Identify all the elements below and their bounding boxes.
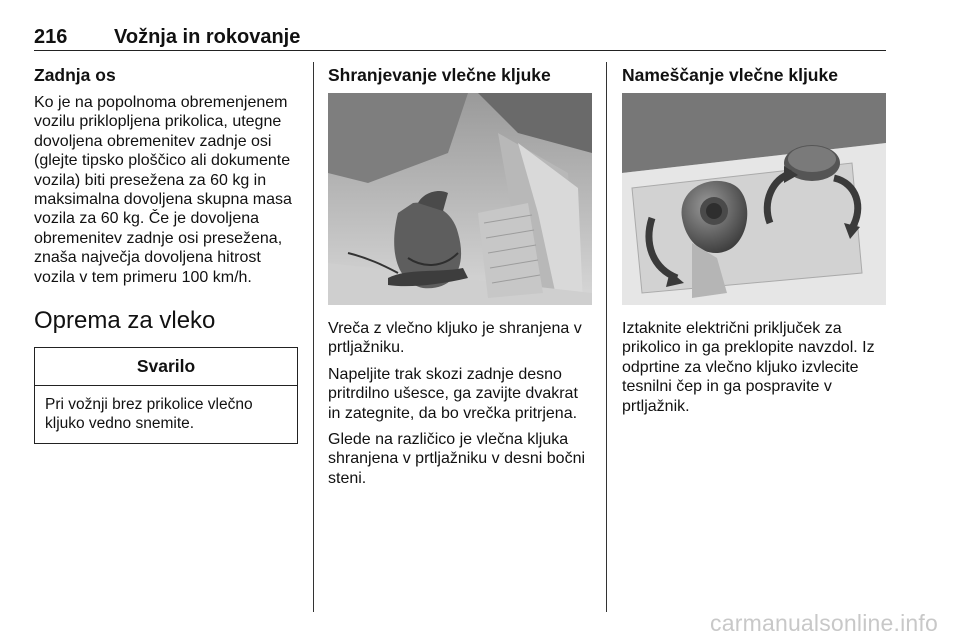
trailer-socket-illustration (622, 93, 886, 305)
installation-paragraph: Iztaknite električni priključek za prikolico in ga preklopite navzdol. Iz odprtine za vlečno kljuko izvlecite tesnilni čep in ga pospravite v prtljažnik. (622, 320, 875, 415)
storage-paragraph-3: Glede na različico je vlečna kljuka shranjena v prtljažniku v desni bočni steni. (328, 431, 586, 487)
column-divider-2 (606, 62, 607, 612)
storage-heading: Shranjevanje vlečne kljuke (328, 65, 551, 85)
chapter-title: Vožnja in rokovanje (114, 26, 301, 48)
towing-equipment-title: Oprema za vleko (34, 307, 216, 335)
page-header (34, 26, 886, 51)
rear-axle-heading: Zadnja os (34, 65, 116, 85)
storage-paragraph-1: Vreča z vlečno kljuko je shranjena v prtljažniku. (328, 320, 582, 357)
watermark: carmanualsonline.info (710, 610, 938, 636)
page-number: 216 (34, 26, 68, 48)
column-divider-1 (313, 62, 314, 612)
rear-axle-paragraph: Ko je na popolnoma obremenjenem vozilu priklopljena prikolica, utegne dovoljena obremenitev zadnje osi (glejte tipsko ploščico ali dokumente vozila) biti presežena za 60 kg in maksimalna dovoljena skupna masa vozila za 60 kg. Če je dovoljena obremenitev zadnje osi presežena, znaša največja dovoljena hitrost vozila v tem primeru 100 km/h. (34, 94, 292, 286)
installation-heading: Nameščanje vlečne kljuke (622, 65, 838, 85)
warning-title: Svarilo (35, 348, 297, 386)
towbar-bag-illustration (328, 93, 592, 305)
right-column (622, 64, 886, 423)
storage-paragraph-2: Napeljite trak skozi zadnje desno pritrdilno ušesce, ga zavijte dvakrat in zategnite, da bo vrečka pritrjena. (328, 365, 578, 422)
left-column (34, 64, 298, 444)
warning-text: Pri vožnji brez prikolice vlečno kljuko vedno snemite. (45, 396, 253, 433)
warning-box (34, 347, 298, 444)
middle-column (328, 64, 592, 495)
